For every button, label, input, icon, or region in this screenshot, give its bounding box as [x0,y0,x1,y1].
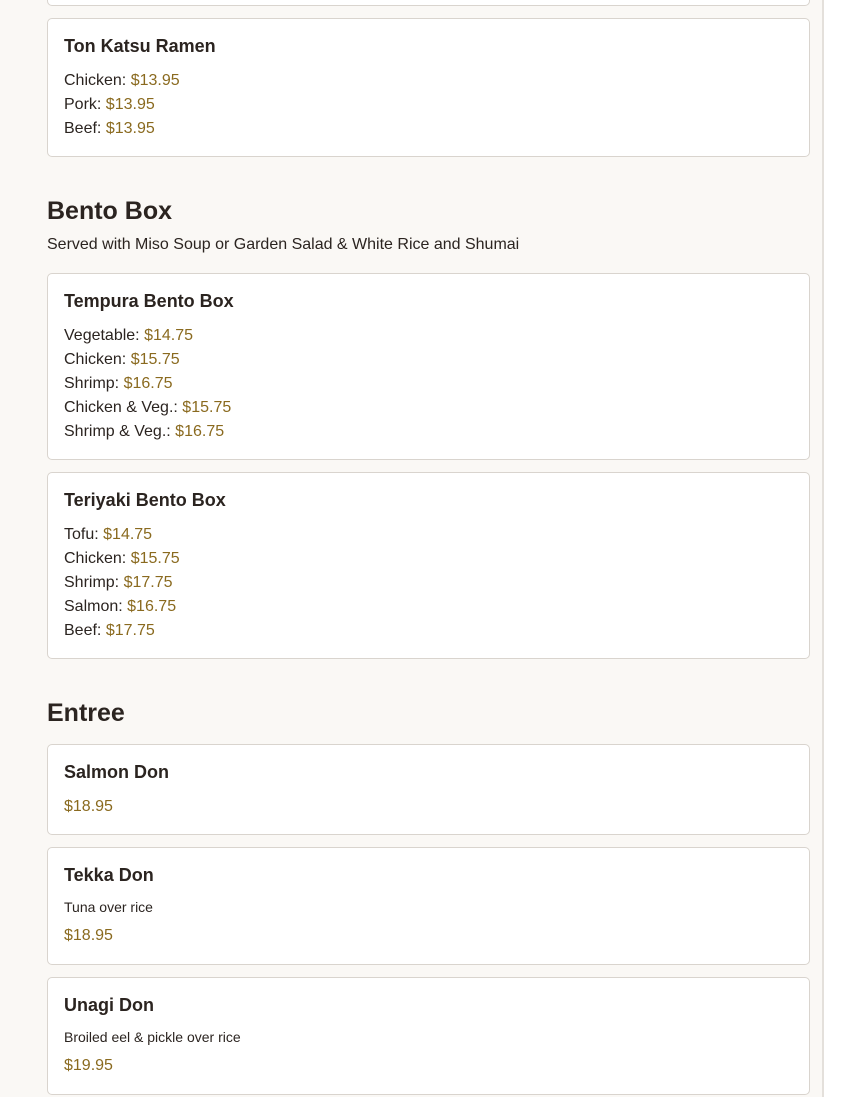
option-price: $13.95 [105,96,155,113]
menu-item-card-ton-katsu-ramen [47,18,810,157]
price-option [64,95,155,115]
menu-item-card-teriyaki-bento-box [47,472,810,659]
price-option [64,549,180,569]
option-label: Beef: [64,622,102,639]
page-right-gutter [824,0,844,1097]
option-price: $15.75 [130,550,180,567]
option-label: Salmon: [64,598,123,615]
menu-item-title: Ton Katsu Ramen [64,36,216,56]
option-label: Chicken: [64,351,127,368]
option-price: $16.75 [123,375,173,392]
option-price: $15.75 [182,399,232,416]
option-label: Beef: [64,120,102,137]
menu-item-price: $19.95 [64,1057,113,1074]
section-title-entree: Entree [47,699,125,727]
price-option [64,597,176,617]
menu-item-card-tempura-bento-box [47,273,810,460]
option-label: Chicken: [64,550,127,567]
option-price: $17.75 [123,574,173,591]
menu-item-description: Tuna over rice [64,899,153,915]
option-label: Shrimp: [64,574,120,591]
option-price: $15.75 [130,351,180,368]
price-option [64,573,173,593]
menu-item-title: Tekka Don [64,865,154,885]
option-price: $17.75 [105,622,155,639]
previous-menu-card [47,0,810,6]
option-price: $16.75 [175,423,225,440]
menu-item-title: Unagi Don [64,995,154,1015]
section-subtitle: Served with Miso Soup or Garden Salad & White Rice and Shumai [47,236,520,253]
menu-item-price: $18.95 [64,798,113,815]
price-option [64,621,155,641]
option-price: $13.95 [130,72,180,89]
menu-item-card-unagi-don [47,977,810,1095]
option-label: Tofu: [64,526,99,543]
option-price: $14.75 [103,526,153,543]
price-option [64,422,224,442]
option-label: Shrimp & Veg.: [64,423,171,440]
option-price: $13.95 [105,120,155,137]
menu-item-title: Tempura Bento Box [64,291,234,311]
option-label: Vegetable: [64,327,140,344]
option-label: Chicken & Veg.: [64,399,178,416]
option-label: Shrimp: [64,375,120,392]
menu-item-description: Broiled eel & pickle over rice [64,1029,241,1045]
menu-item-title: Salmon Don [64,762,170,782]
option-price: $16.75 [127,598,177,615]
menu-item-card-tekka-don [47,847,810,965]
price-option [64,350,180,370]
price-option [64,374,173,394]
price-option [64,71,180,91]
option-label: Chicken: [64,72,127,89]
section-title-bento-box: Bento Box [47,197,172,225]
price-option [64,326,193,346]
option-label: Pork: [64,96,102,113]
menu-item-price: $18.95 [64,927,113,944]
price-option [64,398,231,418]
menu-item-card-salmon-don [47,744,810,835]
option-price: $14.75 [144,327,194,344]
price-option [64,119,155,139]
menu-item-title: Teriyaki Bento Box [64,490,226,510]
price-option [64,525,152,545]
